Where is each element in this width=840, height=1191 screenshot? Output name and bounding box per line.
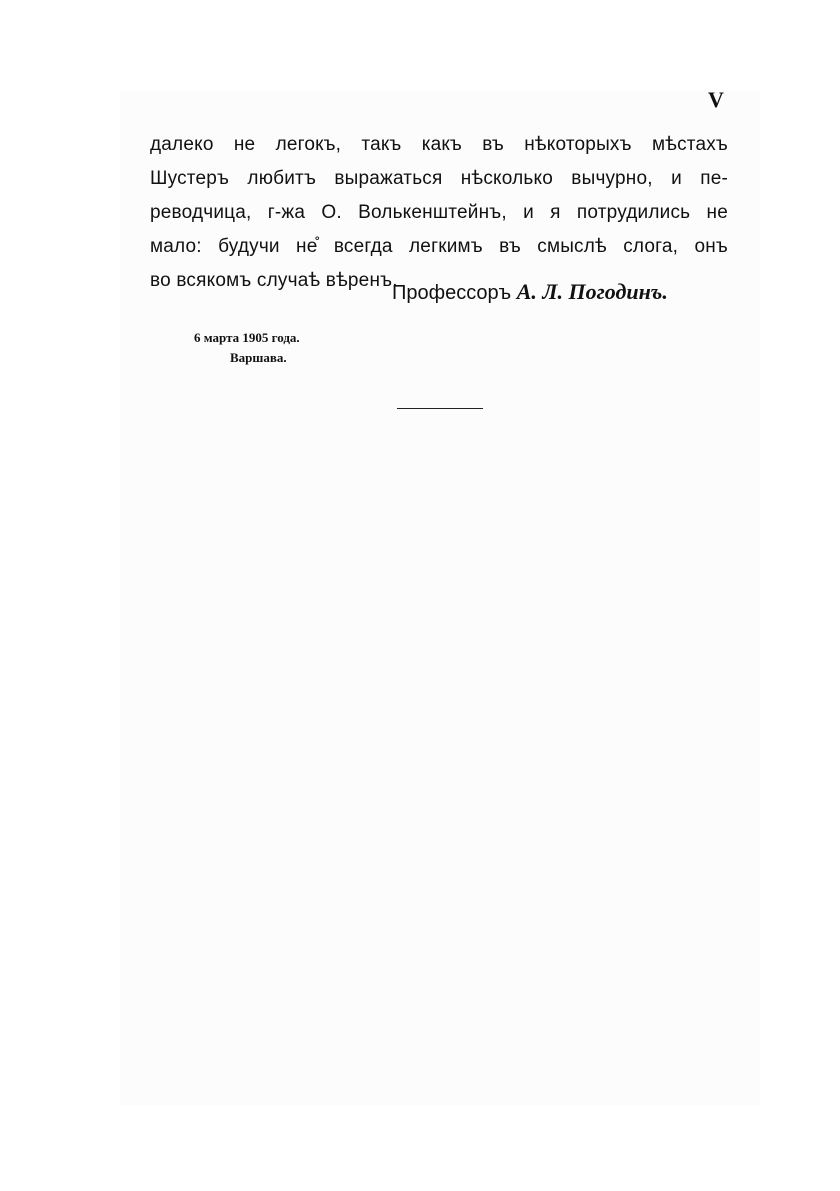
page-number: V <box>708 87 724 112</box>
body-line: во всякомъ случаѣ вѣренъ. <box>150 270 398 291</box>
signature-title: Профессоръ <box>392 282 512 304</box>
body-line: далеко не легокъ, такъ какъ въ нѣкоторыхъ мѣстахъ <box>150 134 728 155</box>
body-text <box>150 128 728 298</box>
section-divider <box>397 408 483 409</box>
body-line: реводчица, г-жа О. Волькенштейнъ, и я потрудились не <box>150 202 728 223</box>
body-line: Шустеръ любитъ выражаться нѣсколько вычурно, и пе- <box>150 168 728 189</box>
signature-name: А. Л. Погодинъ. <box>516 279 668 304</box>
body-line: мало: будучи не̊ всегда легкимъ въ смыслѣ слога, онъ <box>150 236 728 257</box>
place-line: Варшава. <box>230 350 287 365</box>
date-line: 6 марта 1905 года. <box>194 330 300 345</box>
signature <box>392 276 668 309</box>
